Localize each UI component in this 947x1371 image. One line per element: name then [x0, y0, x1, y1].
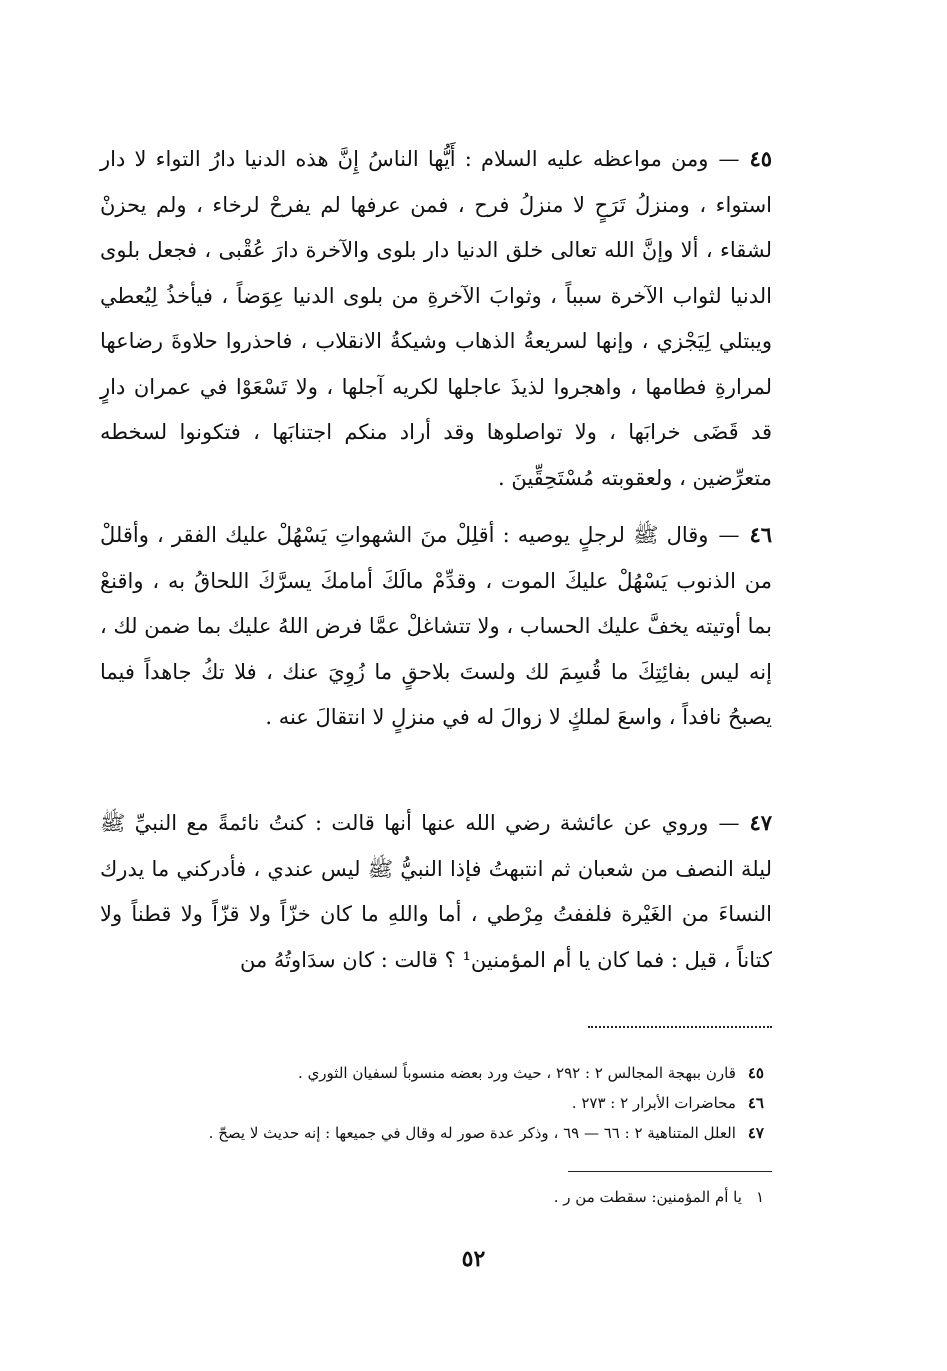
paragraph-text: ومن مواعظه عليه السلام : أَيُّها الناسُ إِنَّ هذه الدنيا دارُ التواء لا دار استواء ، ومنزلُ تَرَحٍ لا منزلُ فرح ، فمن عرفها لم يفرحْ لرخاء ، ولم يحزنْ لشقاء ، ألا وإنَّ الله تعالى خلق الدنيا دار بلوى والآخرة دارَ عُقْبى ، فجعل بلوى الدنيا لثواب الآخرة سبباً ، وثوابَ الآخرةِ من بلوى الدنيا عِوَضاً ، فيأخذُ لِيُعطي ويبتلي لِيَجْزي ، وإنها لسريعةُ الذهاب وشيكةُ الانقلاب ، فاحذروا حلاوةَ رضاعها لمرارةِ فطامها ، واهجروا لذيذَ عاجلها لكريه آجلها ، ولا تَسْعَوْا في عمران دارٍ قد قَضَى خرابَها ، ولا تواصلوها وقد أراد منكم اجتنابَها ، فتكونوا لسخطه متعرِّضين ، ولعقوبته مُسْتَحِقِّينَ .: [100, 147, 772, 490]
footnote-text: محاضرات الأبرار ٢ : ٢٧٣ .: [571, 1094, 736, 1112]
footnote-text: قارن ببهجة المجالس ٢ : ٢٩٢ ، حيث ورد بعضه منسوباً لسفيان الثوري .: [298, 1064, 736, 1082]
paragraph-number: ٤٧: [749, 810, 772, 835]
footnotes: [100, 1058, 764, 1148]
footnote-text: العلل المتناهية ٢ : ٦٦ — ٦٩ ، وذكر عدة صور له وقال في جميعها : إنه حديث لا يصحّ .: [208, 1124, 736, 1142]
paragraph-dash: —: [718, 811, 740, 835]
footnote-number: ٤٥: [747, 1064, 764, 1082]
footnote-number: ٤٧: [747, 1124, 764, 1142]
paragraph-45: [100, 136, 772, 501]
paragraph-dash: —: [718, 523, 740, 547]
footnote-47: [100, 1118, 764, 1148]
footnote-number: ٤٦: [747, 1094, 764, 1112]
footnote-45: [100, 1058, 764, 1088]
paragraph-number: ٤٦: [749, 522, 772, 547]
paragraph-dash: —: [718, 147, 740, 171]
paragraph-number: ٤٥: [749, 146, 772, 171]
textual-note: [100, 1182, 764, 1212]
note-separator: [568, 1171, 772, 1172]
paragraph-46: [100, 512, 772, 741]
page-number: ٥٢: [461, 1246, 486, 1272]
note-marker: ١: [755, 1188, 764, 1206]
paragraph-text: وقال ﷺ لرجلٍ يوصيه : أقلِلْ منَ الشهواتِ يَسْهُلْ عليك الفقر ، وأقللْ من الذنوب يَسْهُلْ عليكَ الموت ، وقدِّمْ مالَكَ أمامكَ يسرَّكَ اللحاقُ به ، واقنعْ بما أوتيته يخفَّ عليك الحساب ، ولا تتشاغلْ عمَّا فرض اللهُ عليك بما ضمن لك ، إنه ليس بفائِتِكَ ما قُسِمَ لك ولستَ بلاحقٍ ما زُوِيَ عنك ، فلا تكُ جاهداً فيما يصبحُ نافداً ، واسعَ لملكٍ لا زوالَ له في منزلٍ لا انتقالَ عنه .: [100, 523, 772, 729]
footnote-dotted-separator: [588, 1026, 772, 1028]
footnote-46: [100, 1088, 764, 1118]
note-text: يا أم المؤمنين: سقطت من ر .: [553, 1188, 742, 1206]
paragraph-text: وروي عن عائشة رضي الله عنها أنها قالت : كنتُ نائمةً مع النبيِّ ﷺ ليلة النصف من شعبان ثم انتبهتُ فإذا النبيُّ ﷺ ليس عندي ، فأدركني ما يدرك النساءَ من الغَيْرة فلففتُ مِرْطي ، أما واللهِ ما كان خزّاً ولا قزّاً ولا قطناً ولا كتاناً ، قيل : فما كان يا أم المؤمنين¹ ؟ قالت : كان سدَاوتُهُ من: [100, 811, 772, 972]
paragraph-47: [100, 800, 772, 983]
